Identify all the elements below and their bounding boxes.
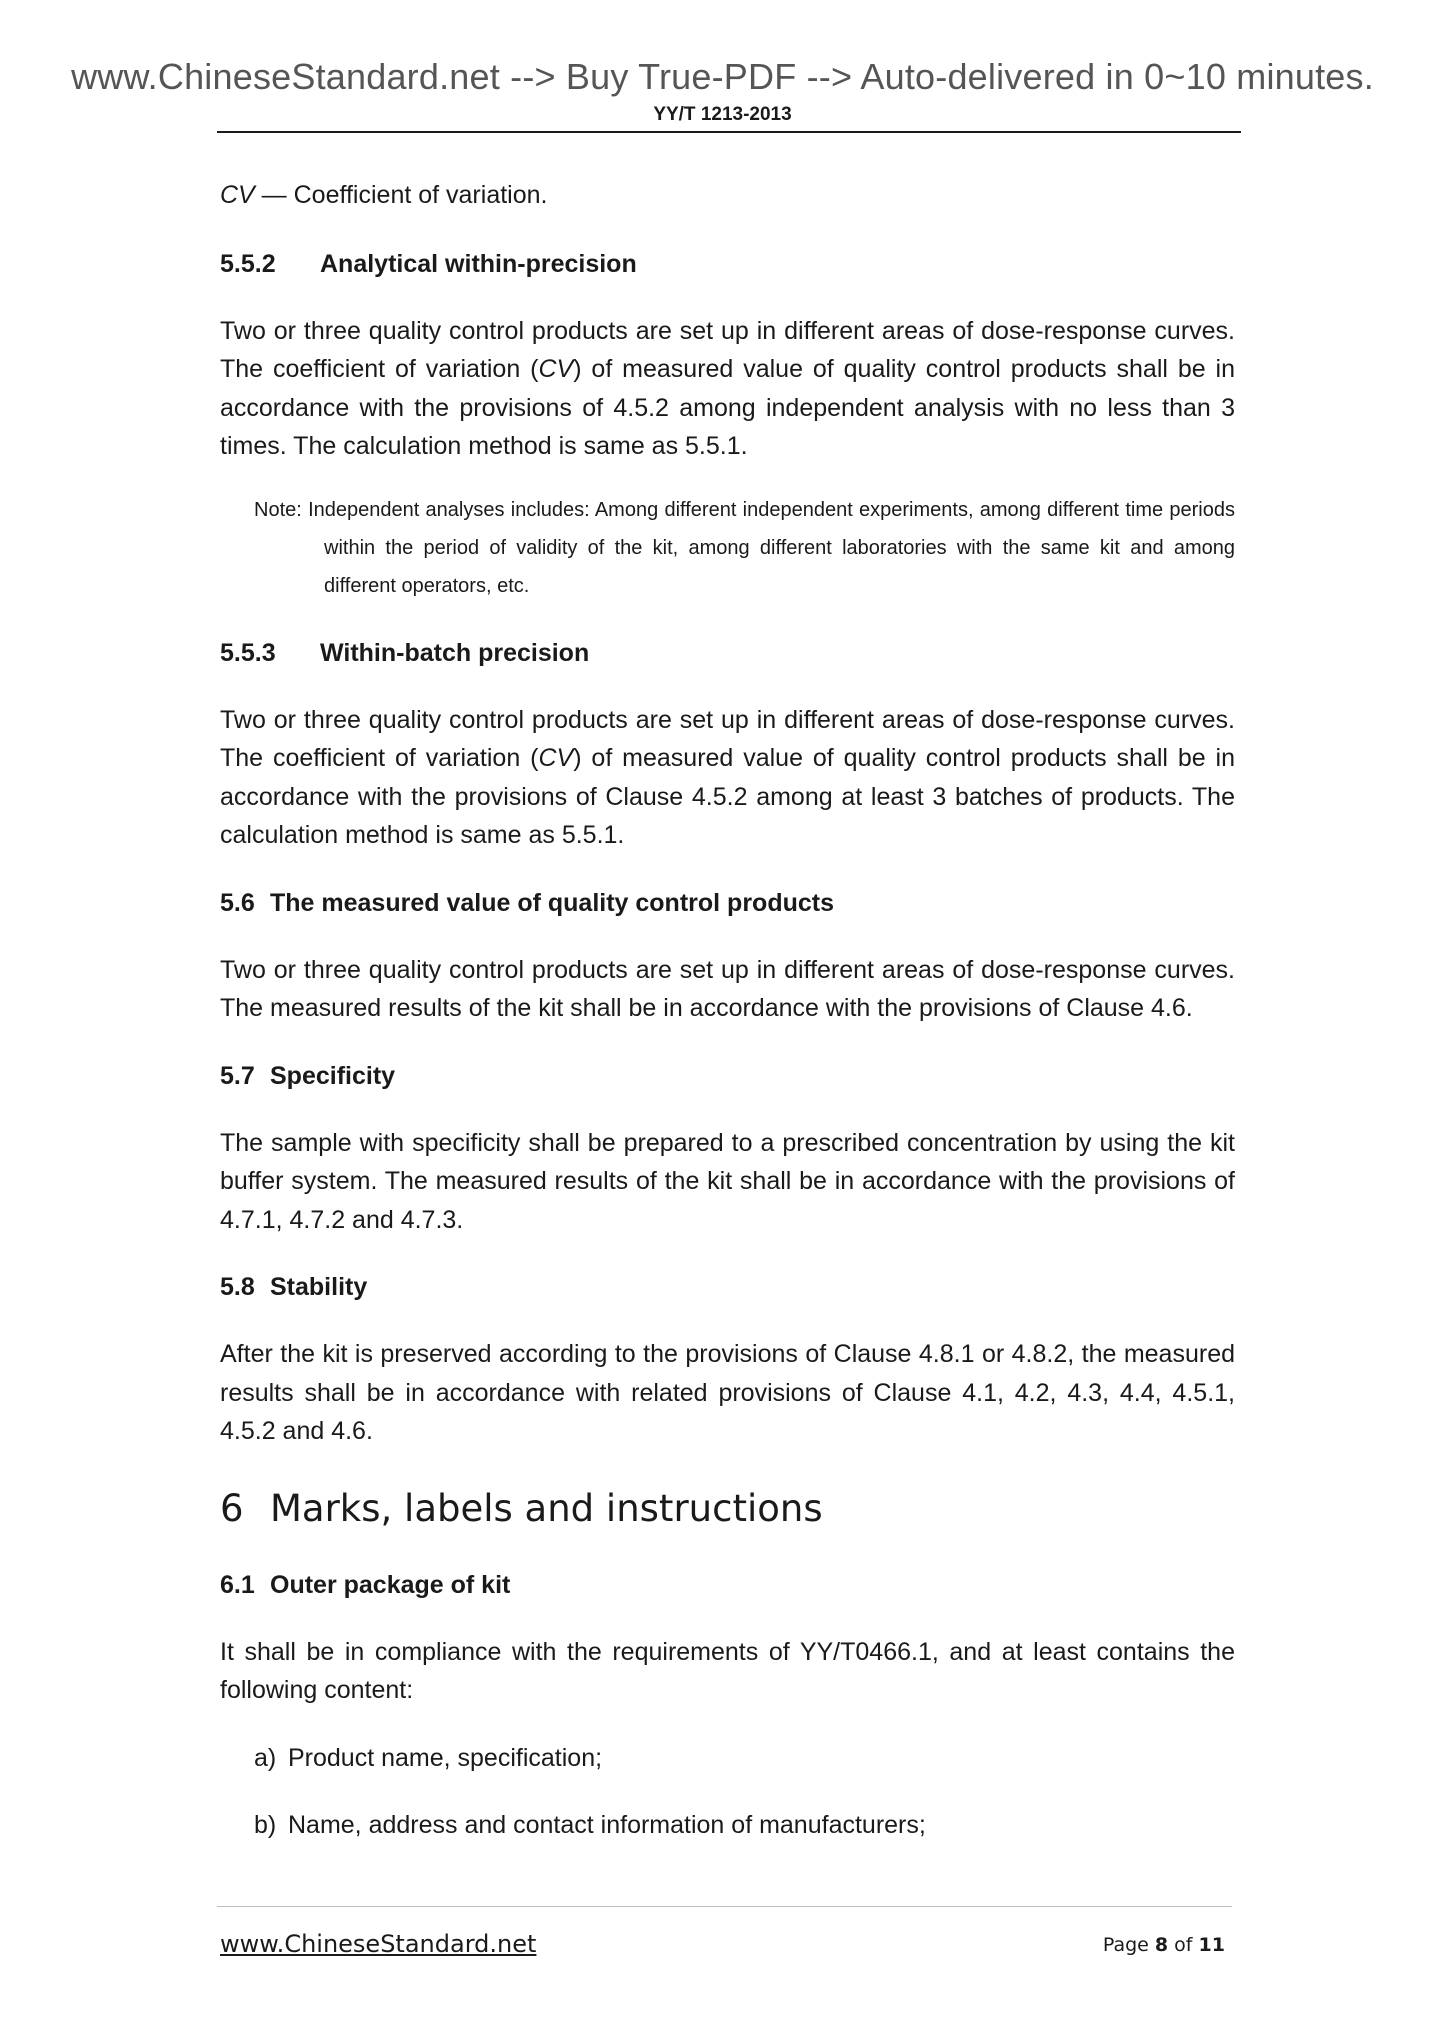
- list-marker: b): [254, 1810, 277, 1839]
- heading-5-5-3: [220, 634, 1235, 672]
- paragraph-5-7: The sample with specificity shall be prepared to a prescribed concentration by using the kit buffer system. The measured results of the kit shall be in accordance with the provisions of 4.7.1, 4.7.2 and 4.7.3.: [220, 1128, 1235, 1234]
- paragraph-5-5-2: [220, 312, 1235, 466]
- paragraph-5-6: Two or three quality control products are set up in different areas of dose-response curves. The measured results of the kit shall be in accordance with the provisions of Clause 4.6.: [220, 955, 1235, 1022]
- heading-title: Analytical within-precision: [320, 249, 637, 278]
- heading-title: Within-batch precision: [320, 638, 590, 667]
- heading-6-1: [220, 1566, 1235, 1604]
- footer-site-link[interactable]: www.ChineseStandard.net: [220, 1930, 537, 1958]
- paragraph-text: Two or three quality control products are set up in different areas of dose-response curves. The coefficient of variation (: [220, 316, 1235, 383]
- cv-abbr: CV: [538, 744, 574, 772]
- heading-number: 6.1: [220, 1570, 255, 1599]
- heading-6: [220, 1484, 1235, 1534]
- page-total: 11: [1198, 1934, 1225, 1956]
- cv-abbr: CV: [220, 181, 255, 209]
- paragraph-5-8: After the kit is preserved according to the provisions of Clause 4.8.1 or 4.8.2, the measured results shall be in accordance with related provisions of Clause 4.1, 4.2, 4.3, 4.4, 4.5.1, 4.5.2 and 4.6.: [220, 1340, 1235, 1445]
- heading-number: 5.5.2: [220, 249, 276, 278]
- heading-title: Specificity: [270, 1061, 396, 1090]
- standard-code: YY/T 1213-2013: [653, 104, 792, 125]
- page-of: of: [1168, 1934, 1199, 1956]
- heading-number: 5.7: [220, 1061, 255, 1090]
- page-prefix: Page: [1102, 1934, 1155, 1956]
- heading-title: The measured value of quality control products: [270, 888, 834, 917]
- heading-5-5-2: [220, 245, 1235, 283]
- heading-number: 5.8: [220, 1273, 255, 1301]
- list-text: Name, address and contact information of manufacturers;: [288, 1810, 926, 1839]
- list-item: [254, 1739, 1235, 1777]
- paragraph-text: ) of measured value of quality control products shall be in accordance with the provisions of Clause 4.5.2 among at least 3 batches of products. The calculation method is same as 5.5.1.: [220, 744, 1235, 849]
- heading-number: 6: [220, 1486, 244, 1530]
- document-body: [220, 176, 1235, 1844]
- paragraph-6-1: It shall be in compliance with the requirements of YY/T0466.1, and at least contains the following content:: [220, 1637, 1235, 1704]
- list-text: Product name, specification;: [288, 1743, 603, 1772]
- heading-title: Marks, labels and instructions: [270, 1486, 823, 1530]
- paragraph-text: ) of measured value of quality control products shall be in accordance with the provisions of 4.5.2 among independent analysis with no less than 3 times. The calculation method is same as 5.5.1.: [220, 355, 1235, 460]
- footer-divider: [217, 1906, 1232, 1907]
- cv-definition-text: — Coefficient of variation.: [254, 181, 548, 209]
- page-number: [1103, 1934, 1225, 1956]
- heading-5-6: [220, 884, 1235, 922]
- heading-number: 5.6: [220, 888, 255, 917]
- paragraph-text: Two or three quality control products are set up in different areas of dose-response curves. The coefficient of variation (: [220, 705, 1235, 772]
- banner-link[interactable]: www.ChineseStandard.net --> Buy True-PDF --> Auto-delivered in 0~10 minutes.: [71, 56, 1374, 97]
- list-item: [254, 1806, 1235, 1844]
- heading-number: 5.5.3: [220, 638, 276, 667]
- list-marker: a): [254, 1743, 277, 1772]
- heading-title: Outer package of kit: [270, 1570, 511, 1599]
- header-divider: [217, 131, 1241, 133]
- heading-title: Stability: [270, 1273, 368, 1301]
- heading-5-8: [220, 1268, 1235, 1306]
- cv-definition: [220, 176, 1235, 215]
- note-5-5-2: Note: Independent analyses includes: Among different independent experiments, among different time periods within the period of validity of the kit, among different laboratories with the same kit and among different operators, etc.: [254, 498, 1235, 597]
- heading-5-7: [220, 1057, 1235, 1095]
- paragraph-5-5-3: [220, 701, 1235, 855]
- cv-abbr: CV: [538, 355, 574, 383]
- page-current: 8: [1154, 1934, 1169, 1956]
